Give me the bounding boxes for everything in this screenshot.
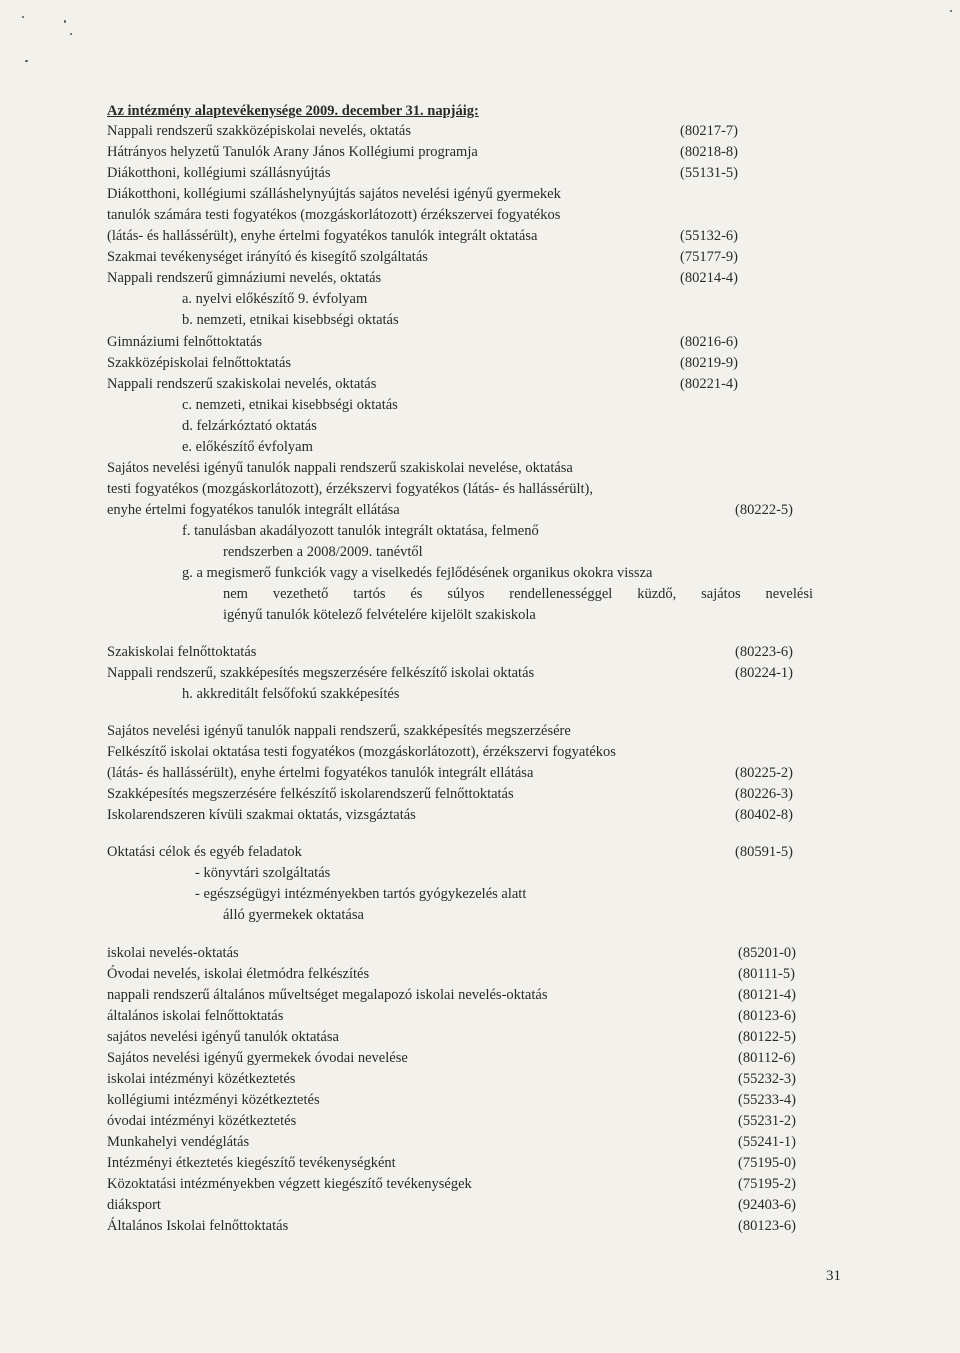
- code-24: (80223-6): [735, 644, 793, 660]
- line-44: óvodai intézményi közétkeztetés: [107, 1113, 297, 1129]
- line-5: (látás- és hallássérült), enyhe értelmi fogyatékos tanulók integrált oktatása: [107, 228, 538, 244]
- code-32: (80591-5): [735, 844, 793, 860]
- line-13: c. nemzeti, etnikai kisebbségi oktatás: [182, 397, 398, 413]
- code-29: (80225-2): [735, 765, 793, 781]
- line-22: nem vezethető tartós és súlyos rendellenességgel küzdő, sajátos nevelési: [223, 586, 813, 602]
- line-10: Gimnáziumi felnőttoktatás: [107, 334, 263, 350]
- code-36: (85201-0): [738, 945, 796, 961]
- line-12: Nappali rendszerű szakiskolai nevelés, oktatás: [107, 376, 377, 392]
- line-35: álló gyermekek oktatása: [223, 907, 364, 923]
- line-45: Munkahelyi vendéglátás: [107, 1134, 250, 1150]
- scan-speck: [64, 20, 66, 23]
- line-18: enyhe értelmi fogyatékos tanulók integrált ellátása: [107, 502, 400, 518]
- line-29: (látás- és hallássérült), enyhe értelmi fogyatékos tanulók integrált ellátása: [107, 765, 534, 781]
- code-45: (55241-1): [738, 1134, 796, 1150]
- line-41: Sajátos nevelési igényű gyermekek óvodai nevelése: [107, 1050, 408, 1066]
- code-10: (80216-6): [680, 334, 738, 350]
- line-21: g. a megismerő funkciók vagy a viselkedés fejlődésének organikus okokra vissza: [182, 565, 653, 581]
- line-6: Szakmai tevékenységet irányító és kisegítő szolgáltatás: [107, 249, 428, 265]
- code-12: (80221-4): [680, 376, 738, 392]
- code-0: (80217-7): [680, 123, 738, 139]
- line-27: Sajátos nevelési igényű tanulók nappali rendszerű, szakképesítés megszerzésére: [107, 723, 571, 739]
- code-6: (75177-9): [680, 249, 738, 265]
- line-37: Óvodai nevelés, iskolai életmódra felkészítés: [107, 966, 370, 982]
- line-0: Nappali rendszerű szakközépiskolai nevelés, oktatás: [107, 123, 411, 139]
- code-30: (80226-3): [735, 786, 793, 802]
- code-37: (80111-5): [738, 966, 795, 982]
- code-5: (55132-6): [680, 228, 738, 244]
- line-42: iskolai intézményi közétkeztetés: [107, 1071, 296, 1087]
- line-7: Nappali rendszerű gimnáziumi nevelés, oktatás: [107, 270, 382, 286]
- code-38: (80121-4): [738, 987, 796, 1003]
- scan-speck: [70, 33, 72, 35]
- code-48: (92403-6): [738, 1197, 796, 1213]
- line-25: Nappali rendszerű, szakképesítés megszerzésére felkészítő iskolai oktatás: [107, 665, 535, 681]
- code-7: (80214-4): [680, 270, 738, 286]
- code-40: (80122-5): [738, 1029, 796, 1045]
- line-38: nappali rendszerű általános műveltséget megalapozó iskolai nevelés-oktatás: [107, 987, 548, 1003]
- scan-speck: [25, 60, 28, 62]
- code-11: (80219-9): [680, 355, 738, 371]
- line-46: Intézményi étkeztetés kiegészítő tevékenységként: [107, 1155, 396, 1171]
- code-46: (75195-0): [738, 1155, 796, 1171]
- line-34: - egészségügyi intézményekben tartós gyógykezelés alatt: [195, 886, 527, 902]
- line-26: h. akkreditált felsőfokú szakképesítés: [182, 686, 400, 702]
- line-36: iskolai nevelés-oktatás: [107, 945, 239, 961]
- line-8: a. nyelvi előkészítő 9. évfolyam: [182, 291, 368, 307]
- line-31: Iskolarendszeren kívüli szakmai oktatás, vizsgáztatás: [107, 807, 416, 823]
- code-39: (80123-6): [738, 1008, 796, 1024]
- line-19: f. tanulásban akadályozott tanulók integrált oktatása, felmenő: [182, 523, 539, 539]
- line-11: Szakközépiskolai felnőttoktatás: [107, 355, 292, 371]
- code-47: (75195-2): [738, 1176, 796, 1192]
- code-42: (55232-3): [738, 1071, 796, 1087]
- line-30: Szakképesítés megszerzésére felkészítő iskolarendszerű felnőttoktatás: [107, 786, 514, 802]
- line-17: testi fogyatékos (mozgáskorlátozott), érzékszervi fogyatékos (látás- és hallássérült),: [107, 481, 593, 497]
- line-33: - könyvtári szolgáltatás: [195, 865, 331, 881]
- code-2: (55131-5): [680, 165, 738, 181]
- line-23: igényű tanulók kötelező felvételére kijelölt szakiskola: [223, 607, 536, 623]
- line-20: rendszerben a 2008/2009. tanévtől: [223, 544, 423, 560]
- line-39: általános iskolai felnőttoktatás: [107, 1008, 284, 1024]
- line-49: Általános Iskolai felnőttoktatás: [107, 1218, 289, 1234]
- line-28: Felkészítő iskolai oktatása testi fogyatékos (mozgáskorlátozott), érzékszervi fogyatékos: [107, 744, 616, 760]
- line-32: Oktatási célok és egyéb feladatok: [107, 844, 302, 860]
- code-18: (80222-5): [735, 502, 793, 518]
- line-43: kollégiumi intézményi közétkeztetés: [107, 1092, 320, 1108]
- line-9: b. nemzeti, etnikai kisebbségi oktatás: [182, 312, 399, 328]
- line-2: Diákotthoni, kollégiumi szállásnyújtás: [107, 165, 331, 181]
- scan-speck: [22, 16, 24, 18]
- line-4: tanulók számára testi fogyatékos (mozgáskorlátozott) érzékszervei fogyatékos: [107, 207, 561, 223]
- line-15: e. előkészítő évfolyam: [182, 439, 313, 455]
- line-3: Diákotthoni, kollégiumi szálláshelynyújtás sajátos nevelési igényű gyermekek: [107, 186, 561, 202]
- line-16: Sajátos nevelési igényű tanulók nappali rendszerű szakiskolai nevelése, oktatása: [107, 460, 573, 476]
- line-47: Közoktatási intézményekben végzett kiegészítő tevékenységek: [107, 1176, 472, 1192]
- code-25: (80224-1): [735, 665, 793, 681]
- code-44: (55231-2): [738, 1113, 796, 1129]
- scan-speck: [950, 10, 952, 12]
- line-1: Hátrányos helyzetű Tanulók Arany János Kollégiumi programja: [107, 144, 478, 160]
- line-40: sajátos nevelési igényű tanulók oktatása: [107, 1029, 339, 1045]
- document-title: Az intézmény alaptevékenysége 2009. december 31. napjáig:: [107, 103, 479, 119]
- line-48: diáksport: [107, 1197, 161, 1213]
- line-14: d. felzárkóztató oktatás: [182, 418, 317, 434]
- code-1: (80218-8): [680, 144, 738, 160]
- code-41: (80112-6): [738, 1050, 796, 1066]
- line-24: Szakiskolai felnőttoktatás: [107, 644, 257, 660]
- code-43: (55233-4): [738, 1092, 796, 1108]
- code-49: (80123-6): [738, 1218, 796, 1234]
- page-number: 31: [826, 1268, 841, 1284]
- code-31: (80402-8): [735, 807, 793, 823]
